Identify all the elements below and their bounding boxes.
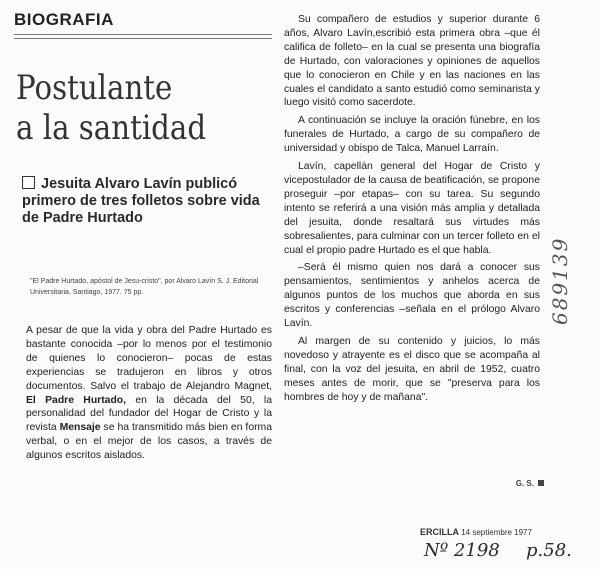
handwritten-page: p.58. xyxy=(526,540,572,561)
handwritten-number: Nº 2198 xyxy=(424,540,500,561)
deck xyxy=(22,176,272,227)
right-paragraph-1: Su compañero de estudios y superior durante 6 años, Alvaro Lavín,escribió esta primera obra –que él califica de folleto– en la cual se presenta una biografía de Hurtado, con valoraciones y opiniones de aquellos que lo conocieron en Chile y en las naciones en las cuales el candidato a santo estudió como seminarista y luego visitó como sacerdote. xyxy=(284,14,540,109)
left-column-body xyxy=(26,324,272,463)
left-text-3: se ha transmitido más bien en forma verbal, o en el mejor de los casos, a través de algunos escritos aislados. xyxy=(26,422,272,462)
left-text-bold-1: El Padre Hurtado, xyxy=(26,394,127,406)
right-paragraph-2: A continuación se incluye la oración fúnebre, en los funerales de Hurtado, a cargo de su compañero de universidad y obispo de Talca, Manuel Larraín. xyxy=(284,115,540,155)
right-paragraph-5: Al margen de su contenido y juicios, lo más novedoso y atrayente es el disco que se acompaña al final, con la voz del jesuita, en abril de 1952, cuatro meses antes de morir, que se "preserva para los hombres de hoy y de mañana". xyxy=(284,335,540,403)
end-mark-icon xyxy=(538,480,544,486)
left-text-bold-2: Mensaje xyxy=(59,422,101,434)
headline xyxy=(16,68,240,148)
source-name: ERCILLA xyxy=(420,527,459,537)
right-paragraph-3: Lavín, capellán general del Hogar de Cristo y vicepostulador de la causa de beatificación, se propone proseguir –por etapas– con su tarea. Su segundo intento se referirá a una visión más amplia y detallada del jesuita, donde resaltará sus virtudes más sobresalientes, para culminar con un tercer folleto en el cual el propio padre Hurtado es el que habla. xyxy=(284,161,540,256)
headline-line-1: Postulante xyxy=(16,68,173,108)
left-text-2: en la década del 50, la personalidad del fundador del Hogar de Cristo y la revista xyxy=(26,394,273,434)
section-label: BIOGRAFIA xyxy=(14,10,114,29)
book-reference: "El Padre Hurtado, apóstol de Jesu-cristo", por Alvaro Lavín S. J. Editorial Universitaria. Santiago, 1977. 75 pp. xyxy=(30,278,259,296)
headline-line-2: a la santidad xyxy=(16,108,207,148)
signature-initials: G. S. xyxy=(515,479,534,488)
square-bullet-icon xyxy=(22,176,35,189)
top-rule xyxy=(14,34,272,35)
right-column-body xyxy=(284,13,540,408)
deck-text: Jesuita Alvaro Lavín publicó primero de tres folletos sobre vida de Padre Hurtado xyxy=(22,176,260,226)
right-paragraph-4: –Será él mismo quien nos dará a conocer sus pensamientos, sentimientos y anhelos acerca de algunos puntos de los muchos que aborda en sus escritos y conferencias –señala en el prólogo Alvaro Lavín. xyxy=(284,262,540,330)
author-signature xyxy=(516,479,544,488)
source-date: 14 septiembre 1977 xyxy=(461,528,532,537)
top-rule-secondary xyxy=(14,38,272,39)
source-line xyxy=(420,527,532,537)
left-text-1: A pesar de que la vida y obra del Padre Hurtado es bastante conocida –por lo menos por el testimonio de quienes lo conocieron– pocas de estas experiencias se tradujeron en libros y otros documentos. Salvo el trabajo de Alejandro Magnet, xyxy=(26,325,272,392)
handwritten-margin-number: 689139 xyxy=(548,236,572,325)
